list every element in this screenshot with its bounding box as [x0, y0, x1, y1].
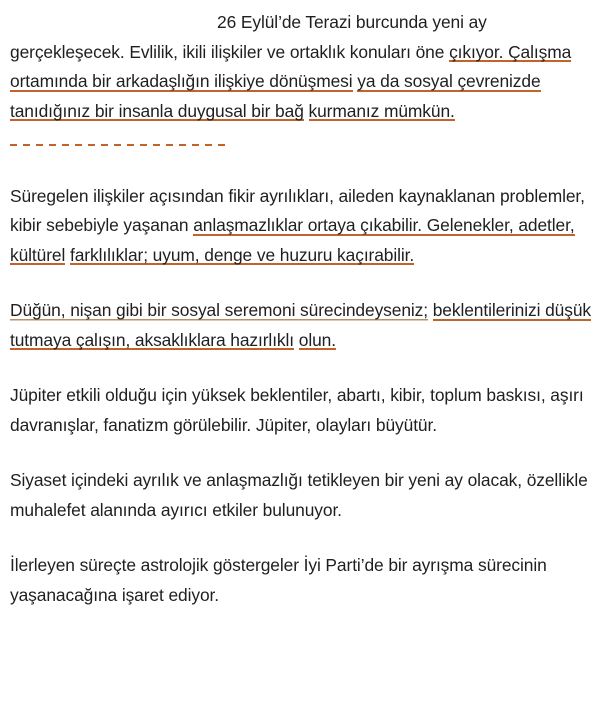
text-line: baskısı, aşırı davranışlar, fanatizm görülebilir. Jüpiter, olayları	[10, 385, 584, 435]
paragraph	[10, 182, 598, 271]
paragraph	[10, 8, 598, 156]
text-line: kaynaklanan problemler, kibir sebebiyle yaşanan	[10, 185, 585, 235]
text-line: 26 Eylül’de Terazi burcunda yeni ay	[217, 12, 487, 32]
highlighted-text-line: Düğün, nişan gibi bir sosyal seremoni sürecindeyseniz;	[10, 300, 428, 320]
text-line: gerçekleşecek. Evlilik, ikili ilişkiler ve ortaklık konuları öne	[10, 41, 445, 62]
highlighted-text-line: anlaşmazlıklar ortaya çıkabilir. Gelenekler, adetler, kültürel	[10, 215, 575, 265]
text-line: İlerleyen süreçte astrolojik göstergeler İyi Parti’de bir ayrışma	[10, 555, 474, 575]
highlighted-text-line: farklılıklar; uyum, denge ve huzuru kaçırabilir.	[70, 244, 415, 265]
text-line: büyütür.	[375, 414, 437, 435]
text-line: sürecinin yaşanacağına işaret ediyor.	[10, 555, 547, 605]
highlighted-text-line: çıkıyor. Çalışma ortamında bir arkadaşlığın ilişkiye dönüşmesi	[10, 41, 572, 91]
text-line: olacak, özellikle muhalefet alanında ayırıcı etkiler bulunuyor.	[10, 470, 588, 520]
highlighted-text-line: kurmanız mümkün.	[308, 100, 455, 121]
text-line: Jüpiter etkili olduğu için yüksek beklentiler, abartı, kibir, toplum	[10, 385, 482, 405]
text-line: Süregelen ilişkiler açısından fikir ayrılıkları, aileden	[10, 185, 394, 206]
paragraph	[10, 466, 598, 525]
dashed-annotation-rule	[10, 142, 228, 146]
highlighted-text-line: beklentilerinizi düşük tutmaya çalışın, aksaklıklara hazırlıklı	[10, 300, 591, 350]
highlighted-text-line: ya da sosyal çevrenizde tanıdığınız bir insanla duygusal bir bağ	[10, 71, 541, 121]
text-line: Siyaset içindeki ayrılık ve anlaşmazlığı tetikleyen bir yeni ay	[10, 470, 463, 490]
highlighted-text-line: olun.	[298, 329, 336, 350]
paragraph	[10, 551, 598, 610]
paragraph	[10, 381, 598, 440]
paragraph	[10, 296, 598, 355]
